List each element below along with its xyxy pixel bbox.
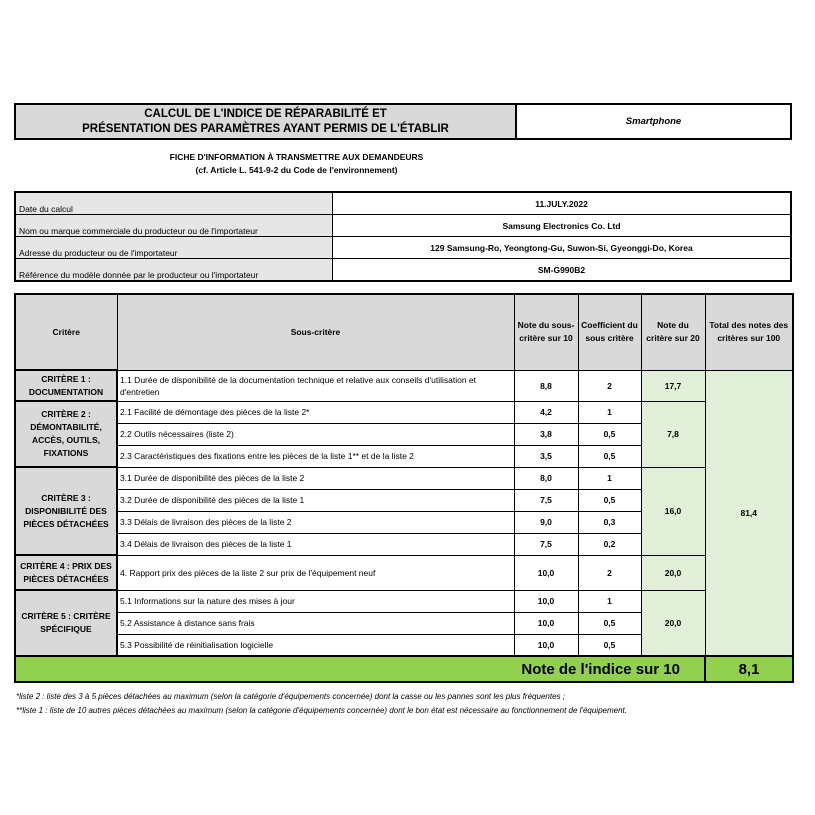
criterion-3-name: CRITÈRE 3 : DISPONIBILITÉ DES PIÈCES DÉTACHÉES: [15, 467, 117, 555]
repairability-score-table: [14, 293, 794, 683]
criterion-4-score: 20,0: [641, 555, 705, 590]
fiche-line1: FICHE D'INFORMATION À TRANSMETTRE AUX DEMANDEURS: [169, 152, 424, 162]
criterion-5-name: CRITÈRE 5 : CRITÈRE SPÉCIFIQUE: [15, 590, 117, 656]
criterion-3-score: 16,0: [641, 467, 705, 555]
criterion-5-score: 20,0: [641, 590, 705, 656]
fiche-subtitle: [14, 151, 579, 177]
info-label: Adresse du producteur ou de l'importateur: [15, 237, 333, 259]
final-score-value: 8,1: [705, 656, 793, 682]
sub-criterion-note: 7,5: [514, 533, 578, 555]
product-category: Smartphone: [625, 116, 682, 127]
sub-criterion-label: 5.2 Assistance à distance sans frais: [117, 612, 514, 634]
sub-criterion-note: 4,2: [514, 401, 578, 423]
header-title-line1: CALCUL DE L'INDICE DE RÉPARABILITÉ ET: [144, 107, 387, 120]
sub-criterion-label: 5.3 Possibilité de réinitialisation logicielle: [117, 634, 514, 656]
fiche-line2: (cf. Article L. 541-9-2 du Code de l'environnement): [195, 165, 398, 175]
sub-criterion-label: 3.4 Délais de livraison des pièces de la liste 1: [117, 533, 514, 555]
table-header-row: [15, 294, 793, 370]
sub-criterion-label: 2.3 Caractéristiques des fixations entre les pièces de la liste 1** et de la liste 2: [117, 445, 514, 467]
criterion-2-name: CRITÈRE 2 : DÉMONTABILITÉ, ACCÈS, OUTILS, FIXATIONS: [15, 401, 117, 467]
table-row: [15, 555, 793, 590]
sub-criterion-label: 3.1 Durée de disponibilité des pièces de la liste 2: [117, 467, 514, 489]
footnotes: [16, 690, 806, 718]
sub-criterion-note: 10,0: [514, 634, 578, 656]
sub-criterion-coef: 0,3: [578, 511, 641, 533]
footnote-liste-2: *liste 2 : liste des 3 à 5 pièces détachées au maximum (selon la catégorie d'équipements concernée) dont la casse ou les pannes sont les plus fréquentes ;: [16, 692, 565, 701]
criterion-2-score: 7,8: [641, 401, 705, 467]
sub-criterion-label: 3.3 Délais de livraison des pièces de la liste 2: [117, 511, 514, 533]
sub-criterion-note: 8,0: [514, 467, 578, 489]
sub-criterion-note: 3,5: [514, 445, 578, 467]
criterion-1-score: 17,7: [641, 370, 705, 401]
sub-criterion-label: 3.2 Durée de disponibilité des pièces de la liste 1: [117, 489, 514, 511]
info-row: [15, 259, 791, 282]
sub-criterion-note: 10,0: [514, 555, 578, 590]
sub-criterion-label: 4. Rapport prix des pièces de la liste 2 sur prix de l'équipement neuf: [117, 555, 514, 590]
sub-criterion-label: 2.1 Facilité de démontage des pièces de la liste 2*: [117, 401, 514, 423]
footnote-liste-1: **liste 1 : liste de 10 autres pièces détachées au maximum (selon la catégorie d'équipements concernée) dont le bon état est nécessaire au fonctionnement de l'équipement.: [16, 706, 627, 715]
info-label: Date du calcul: [15, 192, 333, 215]
final-score-label: Note de l'indice sur 10: [15, 656, 705, 682]
sub-criterion-coef: 0,5: [578, 423, 641, 445]
sub-criterion-coef: 0,5: [578, 634, 641, 656]
info-label: Nom ou marque commerciale du producteur ou de l'importateur: [15, 215, 333, 237]
info-row: [15, 237, 791, 259]
sub-criterion-note: 3,8: [514, 423, 578, 445]
sub-criterion-coef: 2: [578, 370, 641, 401]
sub-criterion-note: 10,0: [514, 612, 578, 634]
col-header-coef: Coefficient du sous critère: [578, 294, 641, 370]
col-header-total: Total des notes des critères sur 100: [705, 294, 793, 370]
sub-criterion-note: 9,0: [514, 511, 578, 533]
sub-criterion-label: 5.1 Informations sur la nature des mises à jour: [117, 590, 514, 612]
total-score-100: 81,4: [705, 370, 793, 656]
info-row: [15, 192, 791, 215]
criterion-4-name: CRITÈRE 4 : PRIX DES PIÈCES DÉTACHÉES: [15, 555, 117, 590]
col-header-critere: Critère: [15, 294, 117, 370]
table-row: [15, 467, 793, 489]
sub-criterion-label: 2.2 Outils nécessaires (liste 2): [117, 423, 514, 445]
header-title: [16, 105, 517, 138]
table-row: [15, 590, 793, 612]
table-row: [15, 401, 793, 423]
sub-criterion-coef: 2: [578, 555, 641, 590]
producer-info-table: [14, 191, 792, 282]
table-row: [15, 370, 793, 401]
info-value: 11.JULY.2022: [333, 192, 792, 215]
header-title-line2: PRÉSENTATION DES PARAMÈTRES AYANT PERMIS DE L'ÉTABLIR: [82, 122, 449, 135]
final-score-row: [15, 656, 793, 682]
sub-criterion-coef: 1: [578, 590, 641, 612]
sub-criterion-note: 7,5: [514, 489, 578, 511]
info-value: Samsung Electronics Co. Ltd: [333, 215, 792, 237]
sub-criterion-coef: 0,2: [578, 533, 641, 555]
sub-criterion-coef: 0,5: [578, 612, 641, 634]
sub-criterion-coef: 1: [578, 401, 641, 423]
col-header-note-sous: Note du sous-critère sur 10: [514, 294, 578, 370]
sub-criterion-coef: 0,5: [578, 445, 641, 467]
document-header: [14, 103, 792, 140]
sub-criterion-note: 10,0: [514, 590, 578, 612]
sub-criterion-coef: 1: [578, 467, 641, 489]
sub-criterion-note: 8,8: [514, 370, 578, 401]
sub-criterion-label: 1.1 Durée de disponibilité de la documentation technique et relative aux conseils d'utilisation et d'entretien: [117, 370, 514, 401]
col-header-note-critere: Note du critère sur 20: [641, 294, 705, 370]
sub-criterion-coef: 0,5: [578, 489, 641, 511]
info-row: [15, 215, 791, 237]
col-header-sous-critere: Sous-critère: [117, 294, 514, 370]
info-value: SM-G990B2: [333, 259, 792, 282]
info-label: Référence du modèle donnée par le producteur ou l'importateur: [15, 259, 333, 282]
info-value: 129 Samsung-Ro, Yeongtong-Gu, Suwon-Si, Gyeonggi-Do, Korea: [333, 237, 792, 259]
criterion-1-name: CRITÈRE 1 : DOCUMENTATION: [15, 370, 117, 401]
